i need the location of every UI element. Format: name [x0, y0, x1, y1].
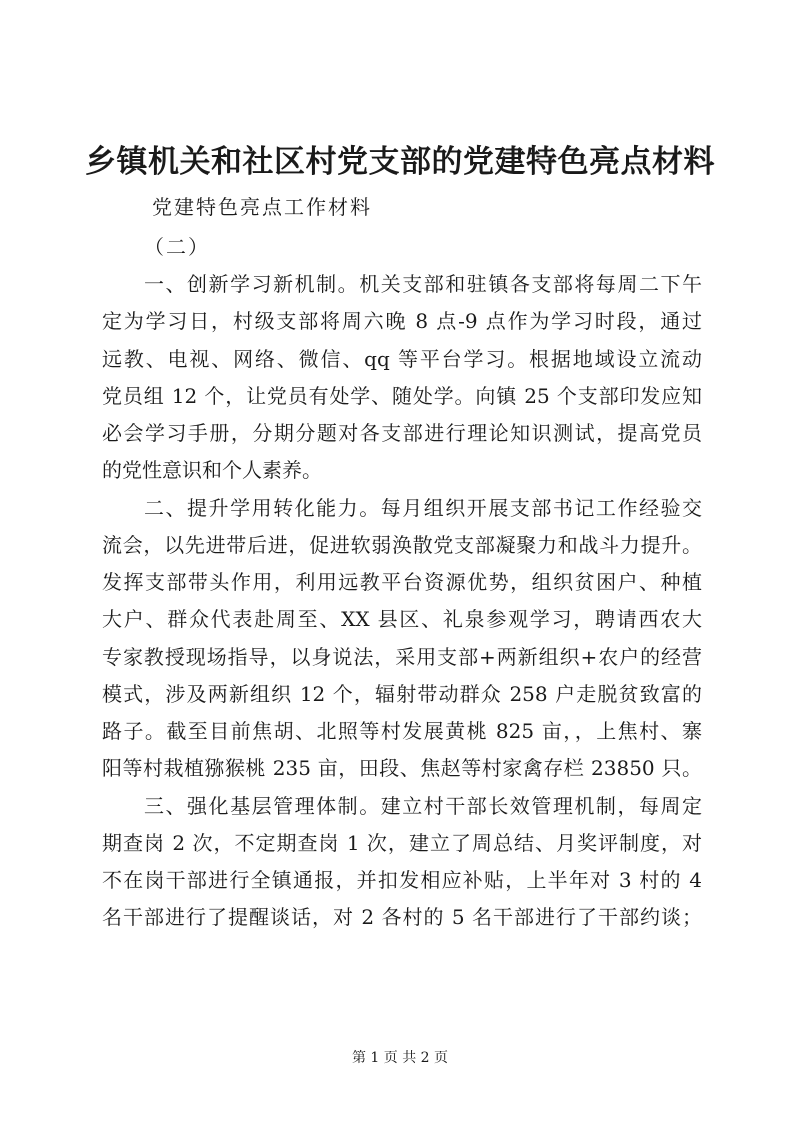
document-body	[102, 266, 702, 937]
paragraph-line: 三、强化基层管理体制。建立村干部长效管理机制，每周定	[144, 793, 702, 818]
paragraph-line: 远教、电视、网络、微信、qq 等平台学习。根据地域设立流动	[102, 346, 702, 371]
paragraph-line: 模式，涉及两新组织 12 个，辐射带动群众 258 户走脱贫致富的	[102, 681, 702, 706]
paragraph-2	[102, 490, 702, 788]
paragraph-line: 不在岗干部进行全镇通报，并扣发相应补贴，上半年对 3 村的 4	[102, 868, 702, 892]
paragraph-line: 流会，以先进带后进，促进软弱涣散党支部凝聚力和战斗力提升。	[102, 532, 702, 557]
paragraph-line: 大户、群众代表赴周至、XX 县区、礼泉参观学习，聘请西农大	[102, 607, 702, 632]
page-footer: 第 1 页 共 2 页	[351, 1050, 449, 1066]
paragraph-line: 名干部进行了提醒谈话，对 2 各村的 5 名干部进行了干部约谈；	[102, 905, 702, 930]
paragraph-line: 期查岗 2 次，不定期查岗 1 次，建立了周总结、月奖评制度，对	[102, 830, 702, 855]
section-number: （二）	[144, 235, 210, 259]
paragraph-line: 一、创新学习新机制。机关支部和驻镇各支部将每周二下午	[144, 272, 702, 296]
paragraph-line: 路子。截至目前焦胡、北照等村发展黄桃 825 亩，，上焦村、寨	[102, 719, 702, 743]
paragraph-3	[102, 788, 702, 937]
paragraph-line: 阳等村栽植猕猴桃 235 亩，田段、焦赵等村家禽存栏 23850 只。	[102, 756, 702, 781]
paragraph-line: 必会学习手册，分期分题对各支部进行理论知识测试，提高党员	[102, 421, 702, 445]
paragraph-line: 党员组 12 个，让党员有处学、随处学。向镇 25 个支部印发应知	[102, 383, 702, 408]
paragraph-line: 的党性意识和个人素养。	[102, 458, 322, 483]
paragraph-line: 发挥支部带头作用，利用远教平台资源优势，组织贫困户、种植	[102, 570, 702, 594]
paragraph-line: 专家教授现场指导，以身说法，采用支部+两新组织+农户的经营	[102, 644, 702, 669]
paragraph-1	[102, 266, 702, 490]
document-title: 乡镇机关和社区村党支部的党建特色亮点材料	[85, 144, 715, 180]
paragraph-line: 二、提升学用转化能力。每月组织开展支部书记工作经验交	[144, 495, 702, 520]
paragraph-line: 定为学习日，村级支部将周六晚 8 点-9 点作为学习时段，通过	[102, 309, 702, 334]
document-subtitle: 党建特色亮点工作材料	[152, 195, 372, 219]
